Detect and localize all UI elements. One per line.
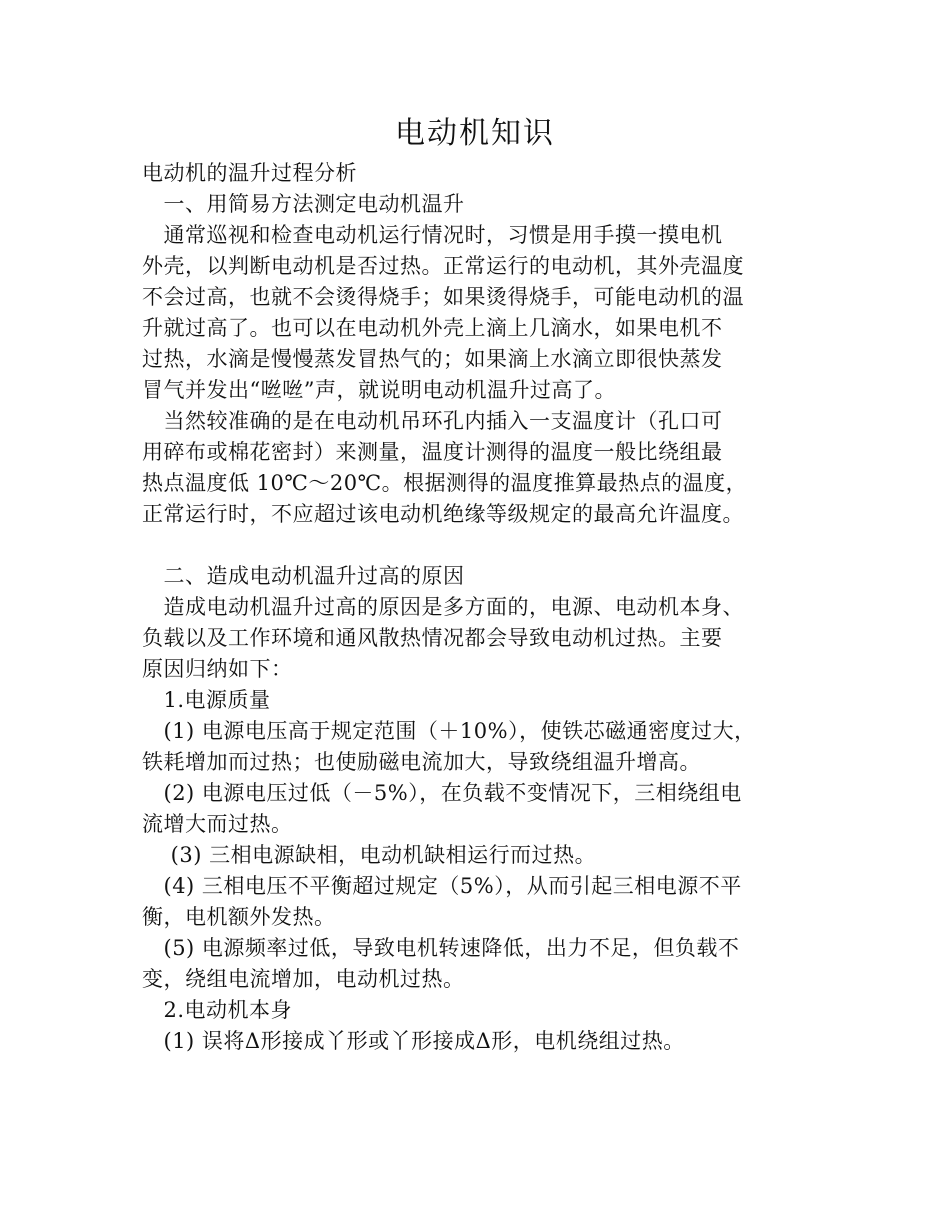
- list-item-line: (5) 电源频率过低，导致电机转速降低，出力不足，但负载不: [142, 936, 740, 960]
- paragraph-line: 外壳，以判断电动机是否过热。正常运行的电动机，其外壳温度: [142, 254, 744, 278]
- document-body: [142, 158, 832, 1057]
- list-item-line: (3) 三相电源缺相，电动机缺相运行而过热。: [142, 843, 597, 867]
- paragraph-line: 当然较准确的是在电动机吊环孔内插入一支温度计（孔口可: [142, 409, 723, 433]
- list-item-line: (1) 误将Δ形接成丫形或丫形接成Δ形，电机绕组过热。: [142, 1029, 685, 1053]
- list-item-line: (1) 电源电压高于规定范围（＋10%），使铁芯磁通密度过大，: [142, 719, 756, 743]
- paragraph-line: 用碎布或棉花密封）来测量，温度计测得的温度一般比绕组最: [142, 440, 723, 464]
- paragraph-line: 原因归纳如下：: [142, 657, 293, 681]
- section-heading: 电动机的温升过程分析: [142, 161, 357, 185]
- subsection-heading: 一、用简易方法测定电动机温升: [142, 192, 465, 216]
- list-item-line: 流增大而过热。: [142, 812, 293, 836]
- paragraph-line: 造成电动机温升过高的原因是多方面的，电源、电动机本身、: [142, 595, 744, 619]
- paragraph-line: 负载以及工作环境和通风散热情况都会导致电动机过热。主要: [142, 626, 723, 650]
- paragraph-line: 不会过高，也就不会烫得烧手；如果烫得烧手，可能电动机的温: [142, 285, 744, 309]
- paragraph-line: 正常运行时，不应超过该电动机绝缘等级规定的最高允许温度。: [142, 502, 744, 526]
- list-heading: 2.电动机本身: [142, 998, 293, 1022]
- list-item-line: 衡，电机额外发热。: [142, 905, 336, 929]
- list-item-line: (2) 电源电压过低（－5%），在负载不变情况下，三相绕组电: [142, 781, 742, 805]
- subsection-heading: 二、造成电动机温升过高的原因: [142, 564, 465, 588]
- paragraph-line: 热点温度低 10℃～20℃。根据测得的温度推算最热点的温度，: [142, 471, 748, 495]
- document-title: 电动机知识: [395, 116, 555, 151]
- list-item-line: 铁耗增加而过热；也使励磁电流加大，导致绕组温升增高。: [142, 750, 701, 774]
- paragraph-line: 通常巡视和检查电动机运行情况时，习惯是用手摸一摸电机: [142, 223, 723, 247]
- blank-line: [142, 530, 832, 561]
- paragraph-line: 升就过高了。也可以在电动机外壳上滴上几滴水，如果电机不: [142, 316, 723, 340]
- list-heading: 1.电源质量: [142, 688, 271, 712]
- paragraph-line: 冒气并发出“咝咝”声，就说明电动机温升过高了。: [142, 378, 616, 402]
- paragraph-line: 过热，水滴是慢慢蒸发冒热气的；如果滴上水滴立即很快蒸发: [142, 347, 723, 371]
- list-item-line: 变，绕组电流增加，电动机过热。: [142, 967, 465, 991]
- list-item-line: (4) 三相电压不平衡超过规定（5%），从而引起三相电源不平: [142, 874, 742, 898]
